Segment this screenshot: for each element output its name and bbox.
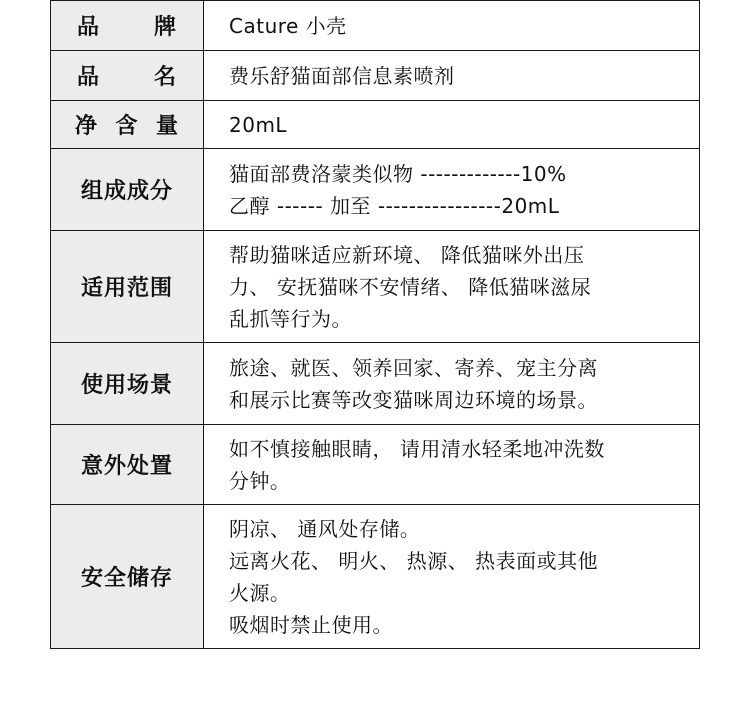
table-row-accident: [51, 425, 700, 505]
row-value-usage: [204, 343, 700, 425]
row-label-usage: 使用场景: [51, 343, 204, 425]
value-line: 吸烟时禁止使用。: [229, 612, 393, 637]
value-line: 分钟。: [229, 468, 291, 493]
row-label-composition: 组成成分: [51, 149, 204, 231]
value-line: 旅途、就医、领养回家、寄养、宠主分离: [229, 355, 598, 380]
row-value-net-content: [204, 101, 700, 149]
product-spec-table: [50, 0, 700, 649]
value-line: Cature 小壳: [229, 13, 347, 38]
row-label-net-content: [51, 101, 204, 149]
value-line: 力、 安抚猫咪不安情绪、 降低猫咪滋尿: [229, 274, 592, 299]
label-char: 净: [75, 114, 99, 139]
value-line: 阴凉、 通风处存储。: [229, 516, 421, 541]
label-char: 含: [115, 114, 139, 139]
table-row-storage: [51, 505, 700, 649]
row-label-brand: [51, 1, 204, 51]
row-label-storage: 安全储存: [51, 505, 204, 649]
label-char: 牌: [153, 15, 177, 40]
table-row-net-content: [51, 101, 700, 149]
row-value-accident: [204, 425, 700, 505]
table-row-product-name: [51, 51, 700, 101]
table-row-usage: [51, 343, 700, 425]
row-value-product-name: [204, 51, 700, 101]
value-line: 20mL: [229, 112, 288, 137]
value-line: 火源。: [229, 580, 291, 605]
label-char: 量: [155, 114, 179, 139]
table-row-scope: [51, 231, 700, 343]
value-line: 和展示比赛等改变猫咪周边环境的场景。: [229, 387, 598, 412]
value-line: 帮助猫咪适应新环境、 降低猫咪外出压: [229, 242, 585, 267]
value-line: 乱抓等行为。: [229, 306, 352, 331]
table-row-brand: [51, 1, 700, 51]
value-line: 费乐舒猫面部信息素喷剂: [229, 63, 455, 88]
row-value-brand: [204, 1, 700, 51]
value-line: 猫面部费洛蒙类似物 -------------10%: [229, 161, 567, 186]
row-label-scope: 适用范围: [51, 231, 204, 343]
row-value-composition: [204, 149, 700, 231]
row-label-accident: 意外处置: [51, 425, 204, 505]
row-value-storage: [204, 505, 700, 649]
value-line: 乙醇 ------ 加至 ----------------20mL: [229, 193, 560, 218]
label-char: 名: [153, 65, 177, 90]
row-value-scope: [204, 231, 700, 343]
value-line: 远离火花、 明火、 热源、 热表面或其他: [229, 548, 599, 573]
label-char: 品: [77, 65, 101, 90]
value-line: 如不慎接触眼睛， 请用清水轻柔地冲洗数: [229, 436, 605, 461]
table-row-composition: [51, 149, 700, 231]
row-label-product-name: [51, 51, 204, 101]
label-char: 品: [77, 15, 101, 40]
